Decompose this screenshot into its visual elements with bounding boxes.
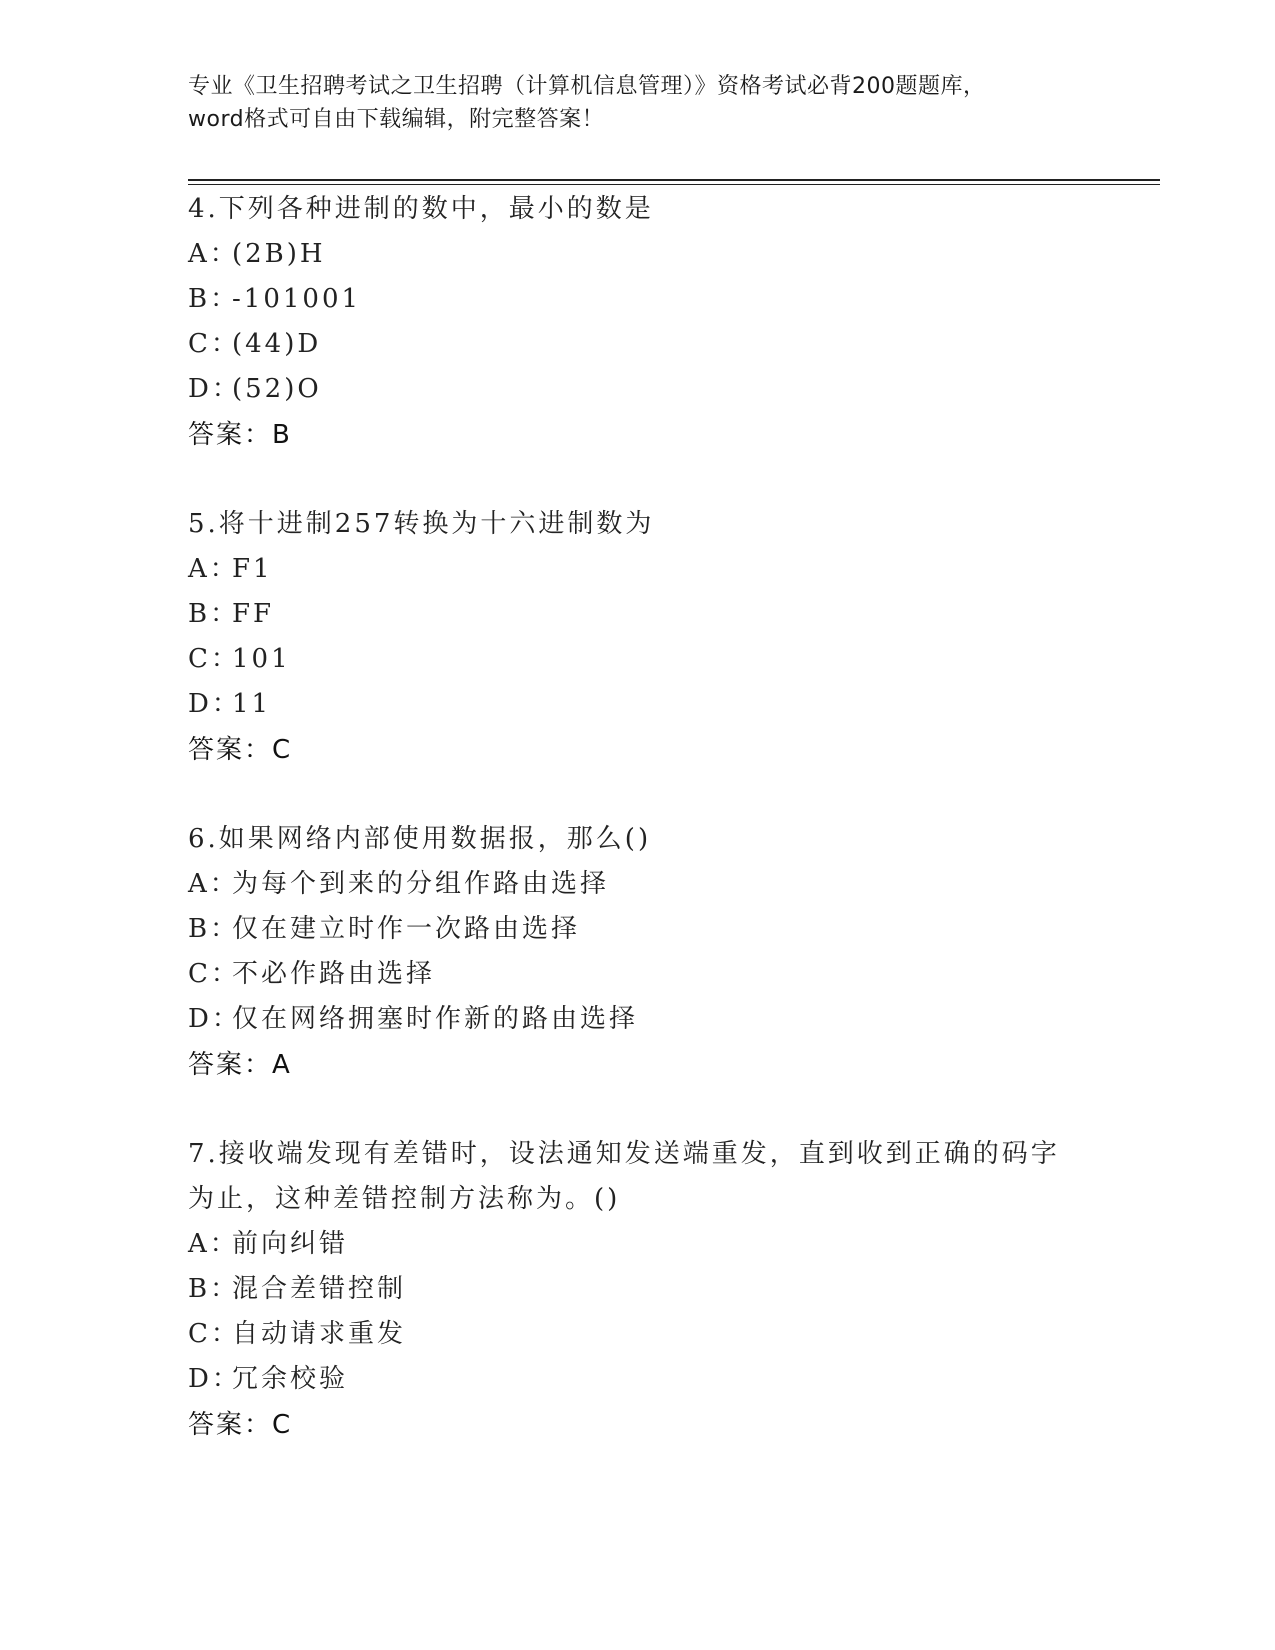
header-divider [188, 179, 1160, 185]
option-text: 不必作路由选择 [232, 959, 436, 989]
option-text: 为每个到来的分组作路由选择 [232, 869, 610, 899]
answer-value: B [272, 420, 292, 450]
answer-line [188, 1402, 1168, 1448]
option-d [188, 367, 1168, 412]
option-key: A： [188, 239, 239, 269]
option-key: A： [188, 869, 239, 899]
question-stem: 4.下列各种进制的数中，最小的数是 [188, 194, 654, 224]
answer-line [188, 727, 1168, 773]
option-a [188, 862, 1168, 907]
option-key: C： [188, 329, 240, 359]
option-d [188, 1357, 1168, 1402]
option-text: 仅在建立时作一次路由选择 [232, 914, 581, 944]
option-key: D： [188, 689, 241, 719]
option-c [188, 322, 1168, 367]
option-text: F1 [232, 554, 273, 584]
answer-line [188, 412, 1168, 458]
option-a [188, 1222, 1168, 1267]
header-line-2: word格式可自由下载编辑，附完整答案！ [188, 107, 605, 132]
document-header [188, 70, 1088, 136]
question-item [188, 187, 1168, 458]
question-stem: 6.如果网络内部使用数据报，那么() [188, 824, 652, 854]
option-text: 自动请求重发 [232, 1319, 407, 1349]
question-item [188, 1132, 1168, 1448]
option-text: 冗余校验 [232, 1364, 349, 1394]
option-text: (44)D [232, 329, 322, 359]
option-text: 仅在网络拥塞时作新的路由选择 [232, 1004, 639, 1034]
option-b [188, 592, 1168, 637]
option-key: A： [188, 554, 239, 584]
answer-value: A [272, 1050, 292, 1080]
option-c [188, 1312, 1168, 1357]
option-key: B： [188, 284, 240, 314]
question-item [188, 502, 1168, 773]
answer-value: C [272, 1410, 293, 1440]
option-key: C： [188, 644, 240, 674]
option-text: 前向纠错 [232, 1229, 349, 1259]
option-text: 11 [232, 689, 272, 719]
header-line-1: 专业《卫生招聘考试之卫生招聘（计算机信息管理）》资格考试必背200题题库， [188, 74, 986, 99]
question-stem: 5.将十进制257转换为十六进制数为 [188, 509, 655, 539]
option-key: D： [188, 374, 241, 404]
answer-line [188, 1042, 1168, 1088]
document-page [188, 0, 1168, 1650]
option-d [188, 997, 1168, 1042]
question-list [188, 187, 1168, 1492]
question-item [188, 817, 1168, 1088]
option-key: B： [188, 914, 240, 944]
option-key: C： [188, 959, 240, 989]
option-text: 101 [232, 644, 291, 674]
option-a [188, 547, 1168, 592]
option-key: C： [188, 1319, 240, 1349]
option-b [188, 1267, 1168, 1312]
option-a [188, 232, 1168, 277]
option-key: B： [188, 1274, 240, 1304]
answer-label: 答案： [188, 420, 273, 450]
option-c [188, 952, 1168, 997]
option-d [188, 682, 1168, 727]
option-b [188, 907, 1168, 952]
option-key: A： [188, 1229, 239, 1259]
answer-label: 答案： [188, 1410, 273, 1440]
option-text: 混合差错控制 [232, 1274, 407, 1304]
option-text: -101001 [232, 284, 362, 314]
answer-label: 答案： [188, 1050, 273, 1080]
option-text: (52)O [232, 374, 322, 404]
option-key: B： [188, 599, 240, 629]
option-b [188, 277, 1168, 322]
option-key: D： [188, 1364, 241, 1394]
option-text: FF [232, 599, 275, 629]
option-key: D： [188, 1004, 241, 1034]
option-c [188, 637, 1168, 682]
answer-value: C [272, 735, 293, 765]
answer-label: 答案： [188, 735, 273, 765]
question-stem: 7.接收端发现有差错时，设法通知发送端重发，直到收到正确的码字为止，这种差错控制方法称为。() [188, 1139, 1060, 1214]
option-text: (2B)H [232, 239, 326, 269]
